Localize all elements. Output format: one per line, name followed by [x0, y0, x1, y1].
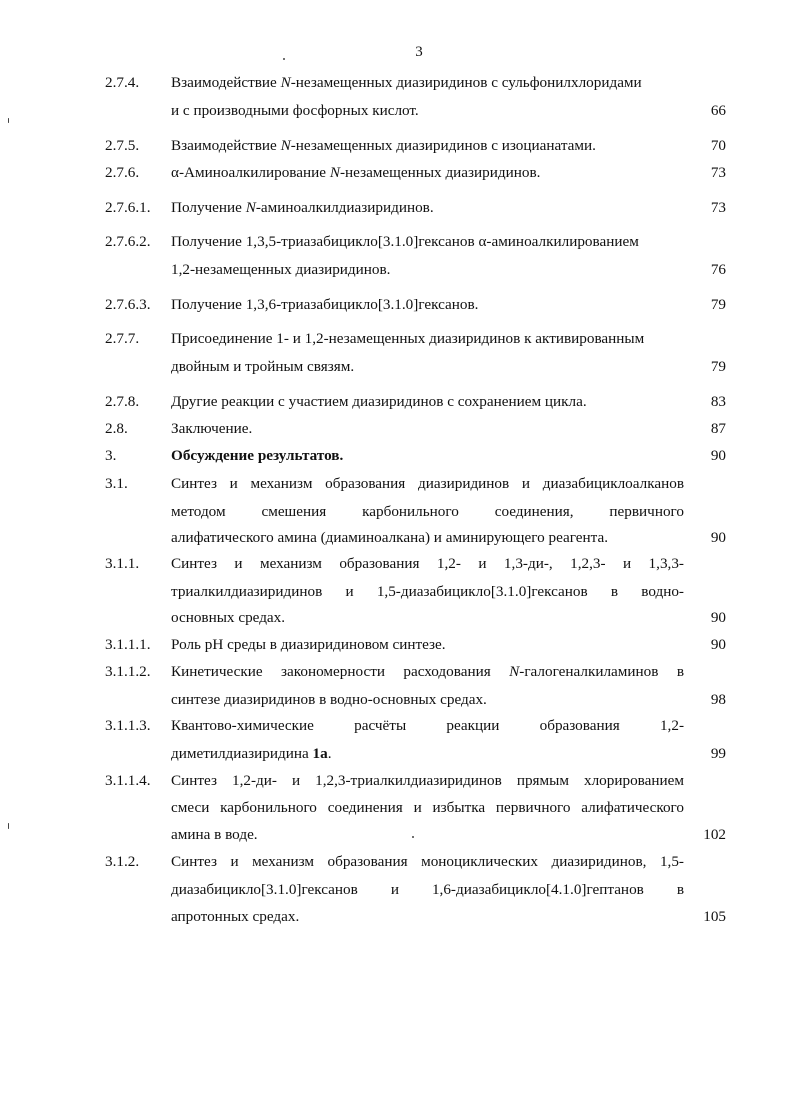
toc-entry-title-line: диазабицикло[3.1.0]гексанов и 1,6-диазабицикло[4.1.0]гептанов в [171, 881, 684, 898]
toc-entry-page: 90 [710, 636, 726, 653]
toc-entry-title-line: синтезе диазиридинов в водно-основных средах. [171, 691, 487, 708]
toc-entry-title-line: Получение 1,3,6-триазабицикло[3.1.0]гексанов. [171, 296, 479, 313]
toc-entry-title-line: Присоединение 1- и 1,2-незамещенных диазиридинов к активированным [171, 330, 645, 347]
toc-entry-page: 83 [710, 393, 726, 410]
toc-entry-title-line: Синтез и механизм образования моноциклических диазиридинов, 1,5- [171, 853, 684, 870]
toc-entry-title-line: и с производными фосфорных кислот. [171, 102, 419, 119]
toc-entry-number: 2.8. [105, 420, 128, 437]
toc-entry-number: 2.7.4. [105, 74, 140, 91]
toc-entry-page: 99 [710, 745, 726, 762]
toc-entry-number: 2.7.6.3. [105, 296, 151, 313]
toc-entry-title-line: апротонных средах. [171, 908, 300, 925]
toc-entry-page: 66 [710, 102, 726, 119]
toc-entry-title-line: Обсуждение результатов. [171, 447, 344, 464]
toc-entry-title-line: основных средах. [171, 609, 286, 626]
toc-entry-page: 98 [710, 691, 726, 708]
toc-entry-number: 3.1.2. [105, 853, 140, 870]
scan-speck [8, 118, 9, 123]
scan-speck [283, 58, 285, 60]
toc-entry-title-line: триалкилдиазиридинов и 1,5-диазабицикло[3.1.0]гексанов в водно- [171, 583, 684, 600]
toc-entry-title-line: Кинетические закономерности расходования N-галогеналкиламинов в [171, 663, 684, 680]
scan-speck [8, 823, 9, 829]
toc-entry-number: 3.1.1.2. [105, 663, 151, 680]
toc-entry-number: 2.7.8. [105, 393, 140, 410]
toc-entry-title-line: амина в воде. [171, 826, 258, 843]
toc-entry-title-line: Взаимодействие N-незамещенных диазиридинов с изоцианатами. [171, 137, 596, 154]
toc-entry-number: 2.7.5. [105, 137, 140, 154]
toc-entry-number: 3. [105, 447, 117, 464]
toc-entry-number: 2.7.7. [105, 330, 140, 347]
toc-entry-title-line: Квантово-химические расчёты реакции образования 1,2- [171, 717, 684, 734]
toc-entry-title-line: Заключение. [171, 420, 253, 437]
toc-entry-page: 102 [703, 826, 726, 843]
toc-entry-title-line: двойным и тройным связям. [171, 358, 355, 375]
toc-entry-page: 87 [710, 420, 726, 437]
toc-entry-title-line: методом смешения карбонильного соединения, первичного [171, 503, 684, 520]
toc-entry-number: 2.7.6.2. [105, 233, 151, 250]
toc-entry-number: 3.1. [105, 475, 128, 492]
scan-speck [412, 836, 414, 838]
toc-entry-title-line: Другие реакции с участием диазиридинов с сохранением цикла. [171, 393, 587, 410]
toc-entry-page: 79 [710, 296, 726, 313]
toc-entry-title-line: Получение 1,3,5-триазабицикло[3.1.0]гексанов α-аминоалкилированием [171, 233, 639, 250]
toc-entry-number: 2.7.6.1. [105, 199, 151, 216]
toc-entry-title-line: Синтез и механизм образования 1,2- и 1,3-ди-, 1,2,3- и 1,3,3- [171, 555, 684, 572]
toc-entry-title-line: 1,2-незамещенных диазиридинов. [171, 261, 391, 278]
toc-entry-page: 70 [710, 137, 726, 154]
toc-entry-number: 3.1.1.4. [105, 772, 151, 789]
toc-entry-number: 3.1.1. [105, 555, 140, 572]
toc-entry-number: 2.7.6. [105, 164, 140, 181]
toc-entry-page: 105 [703, 908, 726, 925]
toc-entry-title-line: α-Аминоалкилирование N-незамещенных диазиридинов. [171, 164, 541, 181]
toc-entry-page: 73 [710, 199, 726, 216]
toc-entry-title-line: Получение N-аминоалкилдиазиридинов. [171, 199, 434, 216]
toc-entry-page: 73 [710, 164, 726, 181]
toc-entry-title-line: смеси карбонильного соединения и избытка первичного алифатического [171, 799, 684, 816]
toc-entry-page: 79 [710, 358, 726, 375]
toc-entry-number: 3.1.1.1. [105, 636, 151, 653]
page-number: 3 [415, 44, 423, 60]
toc-entry-page: 90 [710, 447, 726, 464]
toc-entry-title-line: диметилдиазиридина 1а. [171, 745, 332, 762]
toc-entry-title-line: Роль pH среды в диазиридиновом синтезе. [171, 636, 446, 653]
toc-entry-title-line: Взаимодействие N-незамещенных диазиридинов с сульфонилхлоридами [171, 74, 642, 91]
toc-entry-title-line: Синтез 1,2-ди- и 1,2,3-триалкилдиазиридинов прямым хлорированием [171, 772, 684, 789]
toc-entry-title-line: алифатического амина (диаминоалкана) и аминирующего реагента. [171, 529, 608, 546]
toc-entry-page: 90 [710, 529, 726, 546]
toc-entry-title-line: Синтез и механизм образования диазиридинов и диазабициклоалканов [171, 475, 684, 492]
toc-entry-page: 76 [710, 261, 726, 278]
toc-entry-number: 3.1.1.3. [105, 717, 151, 734]
toc-entry-page: 90 [710, 609, 726, 626]
